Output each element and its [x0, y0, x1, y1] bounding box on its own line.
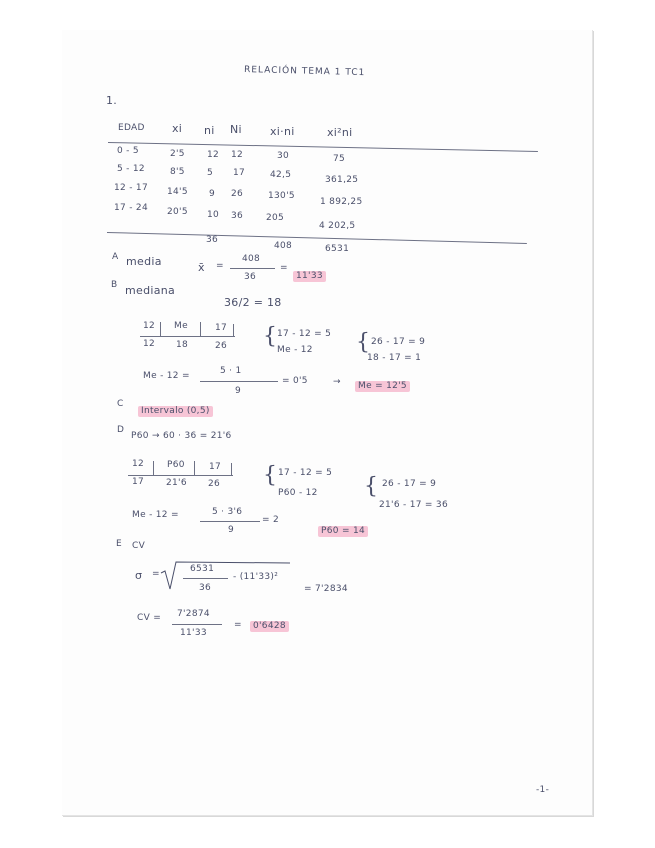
interpolation-value: = 2	[262, 515, 280, 525]
page-title: RELACIÓN TEMA 1 TC1	[243, 65, 366, 79]
interp-num: Me	[174, 321, 188, 331]
section-b-title: mediana	[125, 284, 176, 297]
interp-num: 17	[215, 323, 228, 333]
table-cell: 8'5	[170, 167, 185, 177]
table-cell: 75	[333, 154, 346, 164]
system-line: P60 - 12	[278, 488, 318, 498]
table-cell: 1 892,25	[320, 197, 363, 207]
cv-denominator: 11'33	[180, 628, 207, 638]
brace: {	[356, 330, 370, 355]
interp-num: 17	[209, 462, 222, 472]
total-ni: 36	[206, 235, 219, 245]
arrow: →	[333, 377, 341, 387]
cv-equals: =	[234, 620, 242, 630]
interpolation-denominator: 9	[235, 386, 242, 396]
header-edad: EDAD	[118, 123, 145, 133]
table-cell: 17	[233, 168, 246, 178]
interp-den: 26	[208, 479, 221, 489]
equals-sign: =	[216, 261, 224, 271]
interpolation-numerator: 5 · 1	[220, 366, 242, 376]
page-number: -1-	[536, 785, 550, 795]
section-c-label: C	[117, 399, 124, 409]
cv-label: CV =	[137, 613, 162, 623]
total-xi2ni: 6531	[325, 244, 350, 254]
cv-result: 0'6428	[250, 621, 289, 632]
system-line: 18 - 17 = 1	[367, 353, 422, 363]
table-cell: 30	[277, 151, 290, 161]
table-cell: 205	[266, 213, 285, 223]
header-ni: ni	[204, 124, 215, 137]
system-line: 17 - 12 = 5	[278, 468, 333, 478]
header-xini: xi·ni	[270, 125, 295, 138]
interpolation-value: = 0'5	[282, 376, 308, 386]
table-cell: 130'5	[268, 191, 295, 201]
table-cell: 42,5	[270, 170, 292, 180]
header-Ni: Ni	[230, 123, 242, 136]
interp-den: 26	[215, 341, 228, 351]
equals-sign: =	[280, 263, 288, 273]
brace: {	[263, 463, 277, 488]
interp-den: 18	[176, 340, 189, 350]
interp-den: 12	[143, 339, 156, 349]
table-cell: 26	[231, 189, 244, 199]
interp-den: 17	[132, 477, 145, 487]
radicand-numerator: 6531	[190, 564, 215, 574]
section-b-label: B	[111, 280, 118, 290]
sigma-symbol: σ	[135, 569, 143, 582]
mean-numerator: 408	[242, 254, 261, 264]
interpolation-left: Me - 12 =	[132, 510, 179, 520]
table-cell: 5	[207, 168, 214, 178]
interp-num: P60	[167, 460, 185, 470]
table-cell: 20'5	[167, 207, 188, 217]
system-line: 26 - 17 = 9	[382, 479, 437, 489]
cv-numerator: 7'2874	[177, 609, 210, 619]
table-cell: 361,25	[325, 175, 359, 185]
mean-symbol: x̄	[198, 261, 205, 274]
table-cell: 10	[207, 210, 220, 220]
section-e-label: E	[116, 539, 122, 549]
mean-result: 11'33	[293, 271, 326, 282]
median-position-calc: 36/2 = 18	[224, 296, 282, 309]
radicand-denominator: 36	[199, 583, 212, 593]
radicand-tail: - (11'33)²	[233, 572, 279, 582]
section-a-label: A	[112, 252, 119, 262]
table-cell: 12 - 17	[114, 183, 148, 193]
interpolation-denominator: 9	[228, 525, 235, 535]
table-cell: 12	[231, 150, 244, 160]
table-cell: 9	[209, 189, 216, 199]
fraction-bar	[183, 578, 228, 579]
table-cell: 17 - 24	[114, 203, 148, 213]
section-d-label: D	[117, 425, 125, 435]
table-cell: 14'5	[167, 187, 188, 197]
interpolation-left: Me - 12 =	[143, 371, 190, 381]
modal-interval: Intervalo (0,5)	[138, 406, 213, 417]
interp-num: 12	[132, 459, 145, 469]
fraction-bar	[172, 624, 222, 625]
section-e-title: CV	[132, 541, 146, 551]
mean-denominator: 36	[244, 272, 257, 282]
section-a-title: media	[126, 255, 162, 268]
table-cell: 0 - 5	[117, 146, 139, 156]
table-cell: 36	[231, 211, 244, 221]
exercise-number: 1.	[106, 94, 118, 107]
system-line: 17 - 12 = 5	[277, 329, 332, 339]
system-line: 21'6 - 17 = 36	[379, 500, 448, 510]
brace: {	[263, 324, 277, 349]
table-cell: 4 202,5	[319, 221, 356, 231]
header-xi: xi	[172, 122, 183, 135]
sigma-value: = 7'2834	[304, 584, 348, 594]
system-line: Me - 12	[277, 345, 313, 355]
interp-num: 12	[143, 321, 156, 331]
interpolation-numerator: 5 · 3'6	[212, 507, 243, 517]
percentile-position-calc: P60 → 60 · 36 = 21'6	[131, 431, 232, 441]
system-line: 26 - 17 = 9	[371, 337, 426, 347]
brace: {	[364, 474, 378, 499]
table-cell: 2'5	[170, 149, 185, 159]
table-cell: 5 - 12	[117, 164, 145, 174]
median-result: Me = 12'5	[355, 381, 410, 392]
table-cell: 12	[207, 150, 220, 160]
percentile-result: P60 = 14	[318, 526, 368, 537]
header-xi2ni: xi²ni	[327, 126, 353, 139]
equals-sign: =	[152, 569, 160, 579]
interp-den: 21'6	[166, 478, 187, 488]
total-xini: 408	[274, 241, 293, 251]
